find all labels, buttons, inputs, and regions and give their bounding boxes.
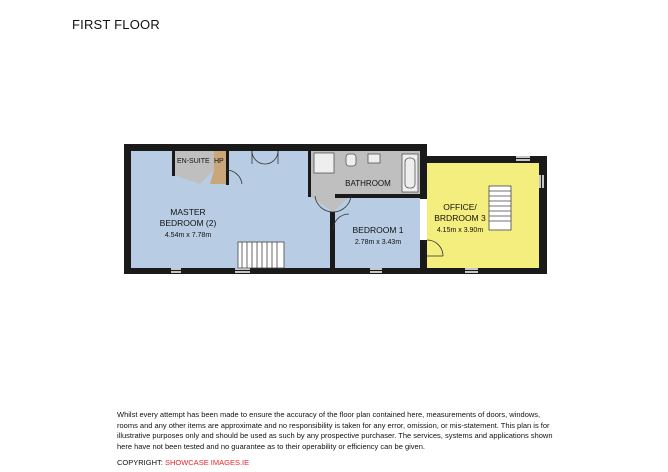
hot-press-label: HP xyxy=(214,158,224,165)
bedroom-1-dimensions: 2.78m x 3.43m xyxy=(354,239,402,246)
office-dimensions: 4.15m x 3.90m xyxy=(436,227,484,234)
copyright-prefix: COPYRIGHT: xyxy=(117,458,163,467)
master-bedroom-name-line1: MASTER xyxy=(170,207,206,217)
master-bedroom-dimensions: 4.54m x 7.78m xyxy=(164,232,212,239)
master-bedroom-name-line2: BEDROOM (2) xyxy=(159,218,217,228)
en-suite-label: EN-SUITE xyxy=(177,158,210,165)
disclaimer-text: Whilst every attempt has been made to ensure the accuracy of the floor plan contained here, measurements of doors, windows, rooms and any other items are approximate and no responsibility is taken for any error, omission, or mis-statement. This plan is for illustrative purposes only and should be used as such by any prospective purchaser. The services, systems and applications shown here have not been tested and no guarantee as to their operability or efficiency can be given. xyxy=(117,410,553,451)
copyright-brand: SHOWCASE IMAGES.IE xyxy=(164,458,250,467)
office-stairs xyxy=(489,186,511,230)
office-name-line2: BRDROOM 3 xyxy=(434,213,486,223)
copyright-line xyxy=(117,458,249,467)
floor-title: FIRST FLOOR xyxy=(72,17,160,32)
master-stairs xyxy=(238,242,284,268)
bathroom-label: BATHROOM xyxy=(345,179,391,188)
bedroom-1-name: BEDROOM 1 xyxy=(352,225,404,235)
office-name-line1: OFFICE/ xyxy=(443,202,477,212)
